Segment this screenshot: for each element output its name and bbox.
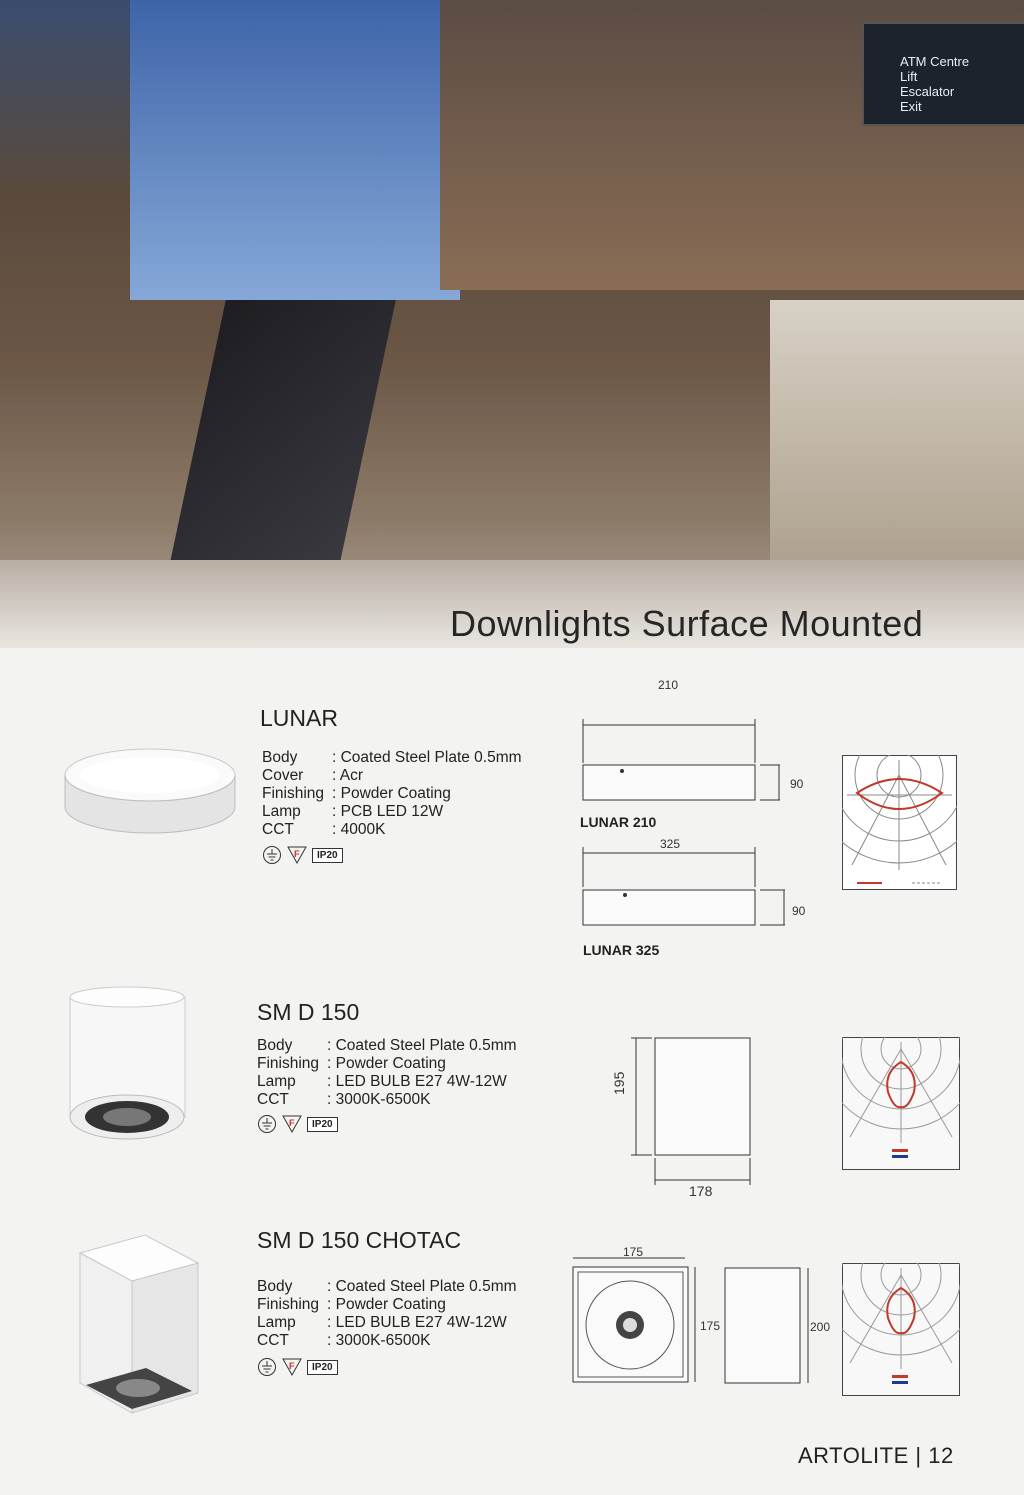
page-number: 12 <box>928 1443 954 1468</box>
dim-height-label: 90 <box>790 777 804 791</box>
hero-photo <box>0 0 1024 648</box>
spec-key: CCT <box>257 1332 289 1349</box>
spec-value: : 3000K-6500K <box>327 1091 431 1108</box>
spec-value: : PCB LED 12W <box>332 803 444 820</box>
spec-row <box>257 1055 517 1073</box>
dim-depth-label: 175 <box>700 1319 721 1333</box>
spec-value: : Acr <box>332 767 364 784</box>
sign-item: Exit <box>900 99 922 114</box>
spec-key: Lamp <box>257 1314 296 1331</box>
page-footer <box>798 1443 954 1469</box>
spec-value: : Coated Steel Plate 0.5mm <box>327 1037 517 1054</box>
lunar-210-label: LUNAR 210 <box>580 814 657 830</box>
svg-text:F: F <box>294 849 300 859</box>
lunar-325-label: LUNAR 325 <box>583 942 660 958</box>
spec-key: CCT <box>262 821 294 838</box>
footer-separator: | <box>915 1443 922 1468</box>
spec-row <box>257 1037 517 1055</box>
sm-d-150-chotac-isolux-diagram <box>842 1263 960 1396</box>
ip-rating-badge: IP20 <box>312 848 343 863</box>
sm-d-150-spec-list <box>257 1037 517 1109</box>
sm-d-150-chotac-cert-icons <box>257 1357 338 1377</box>
dim-width-label: 325 <box>660 837 681 851</box>
sm-d-150-product-image <box>65 985 190 1150</box>
dim-width-label: 178 <box>689 1183 713 1199</box>
sm-d-150-chotac-side-drawing <box>720 1263 815 1388</box>
spec-key: Body <box>257 1278 293 1295</box>
spec-row <box>262 785 522 803</box>
svg-text:F: F <box>289 1361 295 1371</box>
spec-key: Lamp <box>257 1073 296 1090</box>
sign-item: ATM Centre <box>900 54 970 69</box>
dim-width-label: 210 <box>658 678 679 692</box>
spec-row <box>257 1314 517 1332</box>
hero-storefront <box>770 300 1024 600</box>
spec-row <box>257 1278 517 1296</box>
page-title: Downlights Surface Mounted <box>450 603 924 644</box>
svg-text:F: F <box>289 1118 295 1128</box>
f-mark-triangle-icon <box>281 1357 303 1377</box>
sm-d-150-chotac-product-image <box>70 1233 205 1423</box>
earth-ground-icon <box>257 1357 277 1377</box>
dim-height-label: 195 <box>611 1071 627 1095</box>
spec-value: : 4000K <box>332 821 386 838</box>
hero-escalator <box>164 300 396 590</box>
sm-d-150-chotac-top-drawing <box>565 1255 700 1390</box>
sign-item: Lift <box>900 69 918 84</box>
f-mark-triangle-icon <box>286 845 308 865</box>
spec-key: Cover <box>262 767 304 784</box>
spec-key: Body <box>262 749 298 766</box>
lunar-polar-diagram <box>842 755 957 890</box>
spec-row <box>257 1091 517 1109</box>
hero-direction-sign <box>862 22 1024 126</box>
sm-d-150-drawing <box>630 1030 770 1195</box>
lunar-spec-list <box>262 749 522 839</box>
ip-rating-badge: IP20 <box>307 1360 338 1375</box>
spec-row <box>262 821 522 839</box>
spec-key: Body <box>257 1037 293 1054</box>
lunar-product-image <box>60 745 240 845</box>
lunar-210-drawing <box>575 715 785 805</box>
spec-row <box>257 1296 517 1314</box>
earth-ground-icon <box>262 845 282 865</box>
spec-value: : 3000K-6500K <box>327 1332 431 1349</box>
spec-value: : Coated Steel Plate 0.5mm <box>332 749 522 766</box>
lunar-325-drawing <box>575 845 790 930</box>
sm-d-150-cert-icons <box>257 1114 338 1134</box>
spec-value: : Powder Coating <box>327 1055 446 1072</box>
spec-key: Finishing <box>262 785 325 802</box>
lunar-title: LUNAR <box>260 705 338 731</box>
sm-d-150-chotac-title: SM D 150 CHOTAC <box>257 1227 462 1253</box>
spec-value: : LED BULB E27 4W-12W <box>327 1314 507 1331</box>
spec-key: CCT <box>257 1091 289 1108</box>
spec-value: : Powder Coating <box>327 1296 446 1313</box>
dim-height-label: 200 <box>810 1320 831 1334</box>
dim-width-label: 175 <box>623 1245 644 1259</box>
spec-row <box>262 767 522 785</box>
brand-name: ARTOLITE <box>798 1443 909 1468</box>
spec-key: Lamp <box>262 803 301 820</box>
spec-row <box>262 749 522 767</box>
sm-d-150-isolux-diagram <box>842 1037 960 1170</box>
spec-row <box>262 803 522 821</box>
spec-row <box>257 1332 517 1350</box>
f-mark-triangle-icon <box>281 1114 303 1134</box>
hero-skylight <box>130 0 460 300</box>
ip-rating-badge: IP20 <box>307 1117 338 1132</box>
spec-key: Finishing <box>257 1055 320 1072</box>
spec-key: Finishing <box>257 1296 320 1313</box>
lunar-cert-icons <box>262 845 343 865</box>
spec-value: : Coated Steel Plate 0.5mm <box>327 1278 517 1295</box>
spec-value: : Powder Coating <box>332 785 451 802</box>
spec-value: : LED BULB E27 4W-12W <box>327 1073 507 1090</box>
dim-height-label: 90 <box>792 904 806 918</box>
sm-d-150-chotac-spec-list <box>257 1278 517 1350</box>
spec-row <box>257 1073 517 1091</box>
earth-ground-icon <box>257 1114 277 1134</box>
sign-item: Escalator <box>900 84 955 99</box>
sm-d-150-title: SM D 150 <box>257 999 360 1025</box>
